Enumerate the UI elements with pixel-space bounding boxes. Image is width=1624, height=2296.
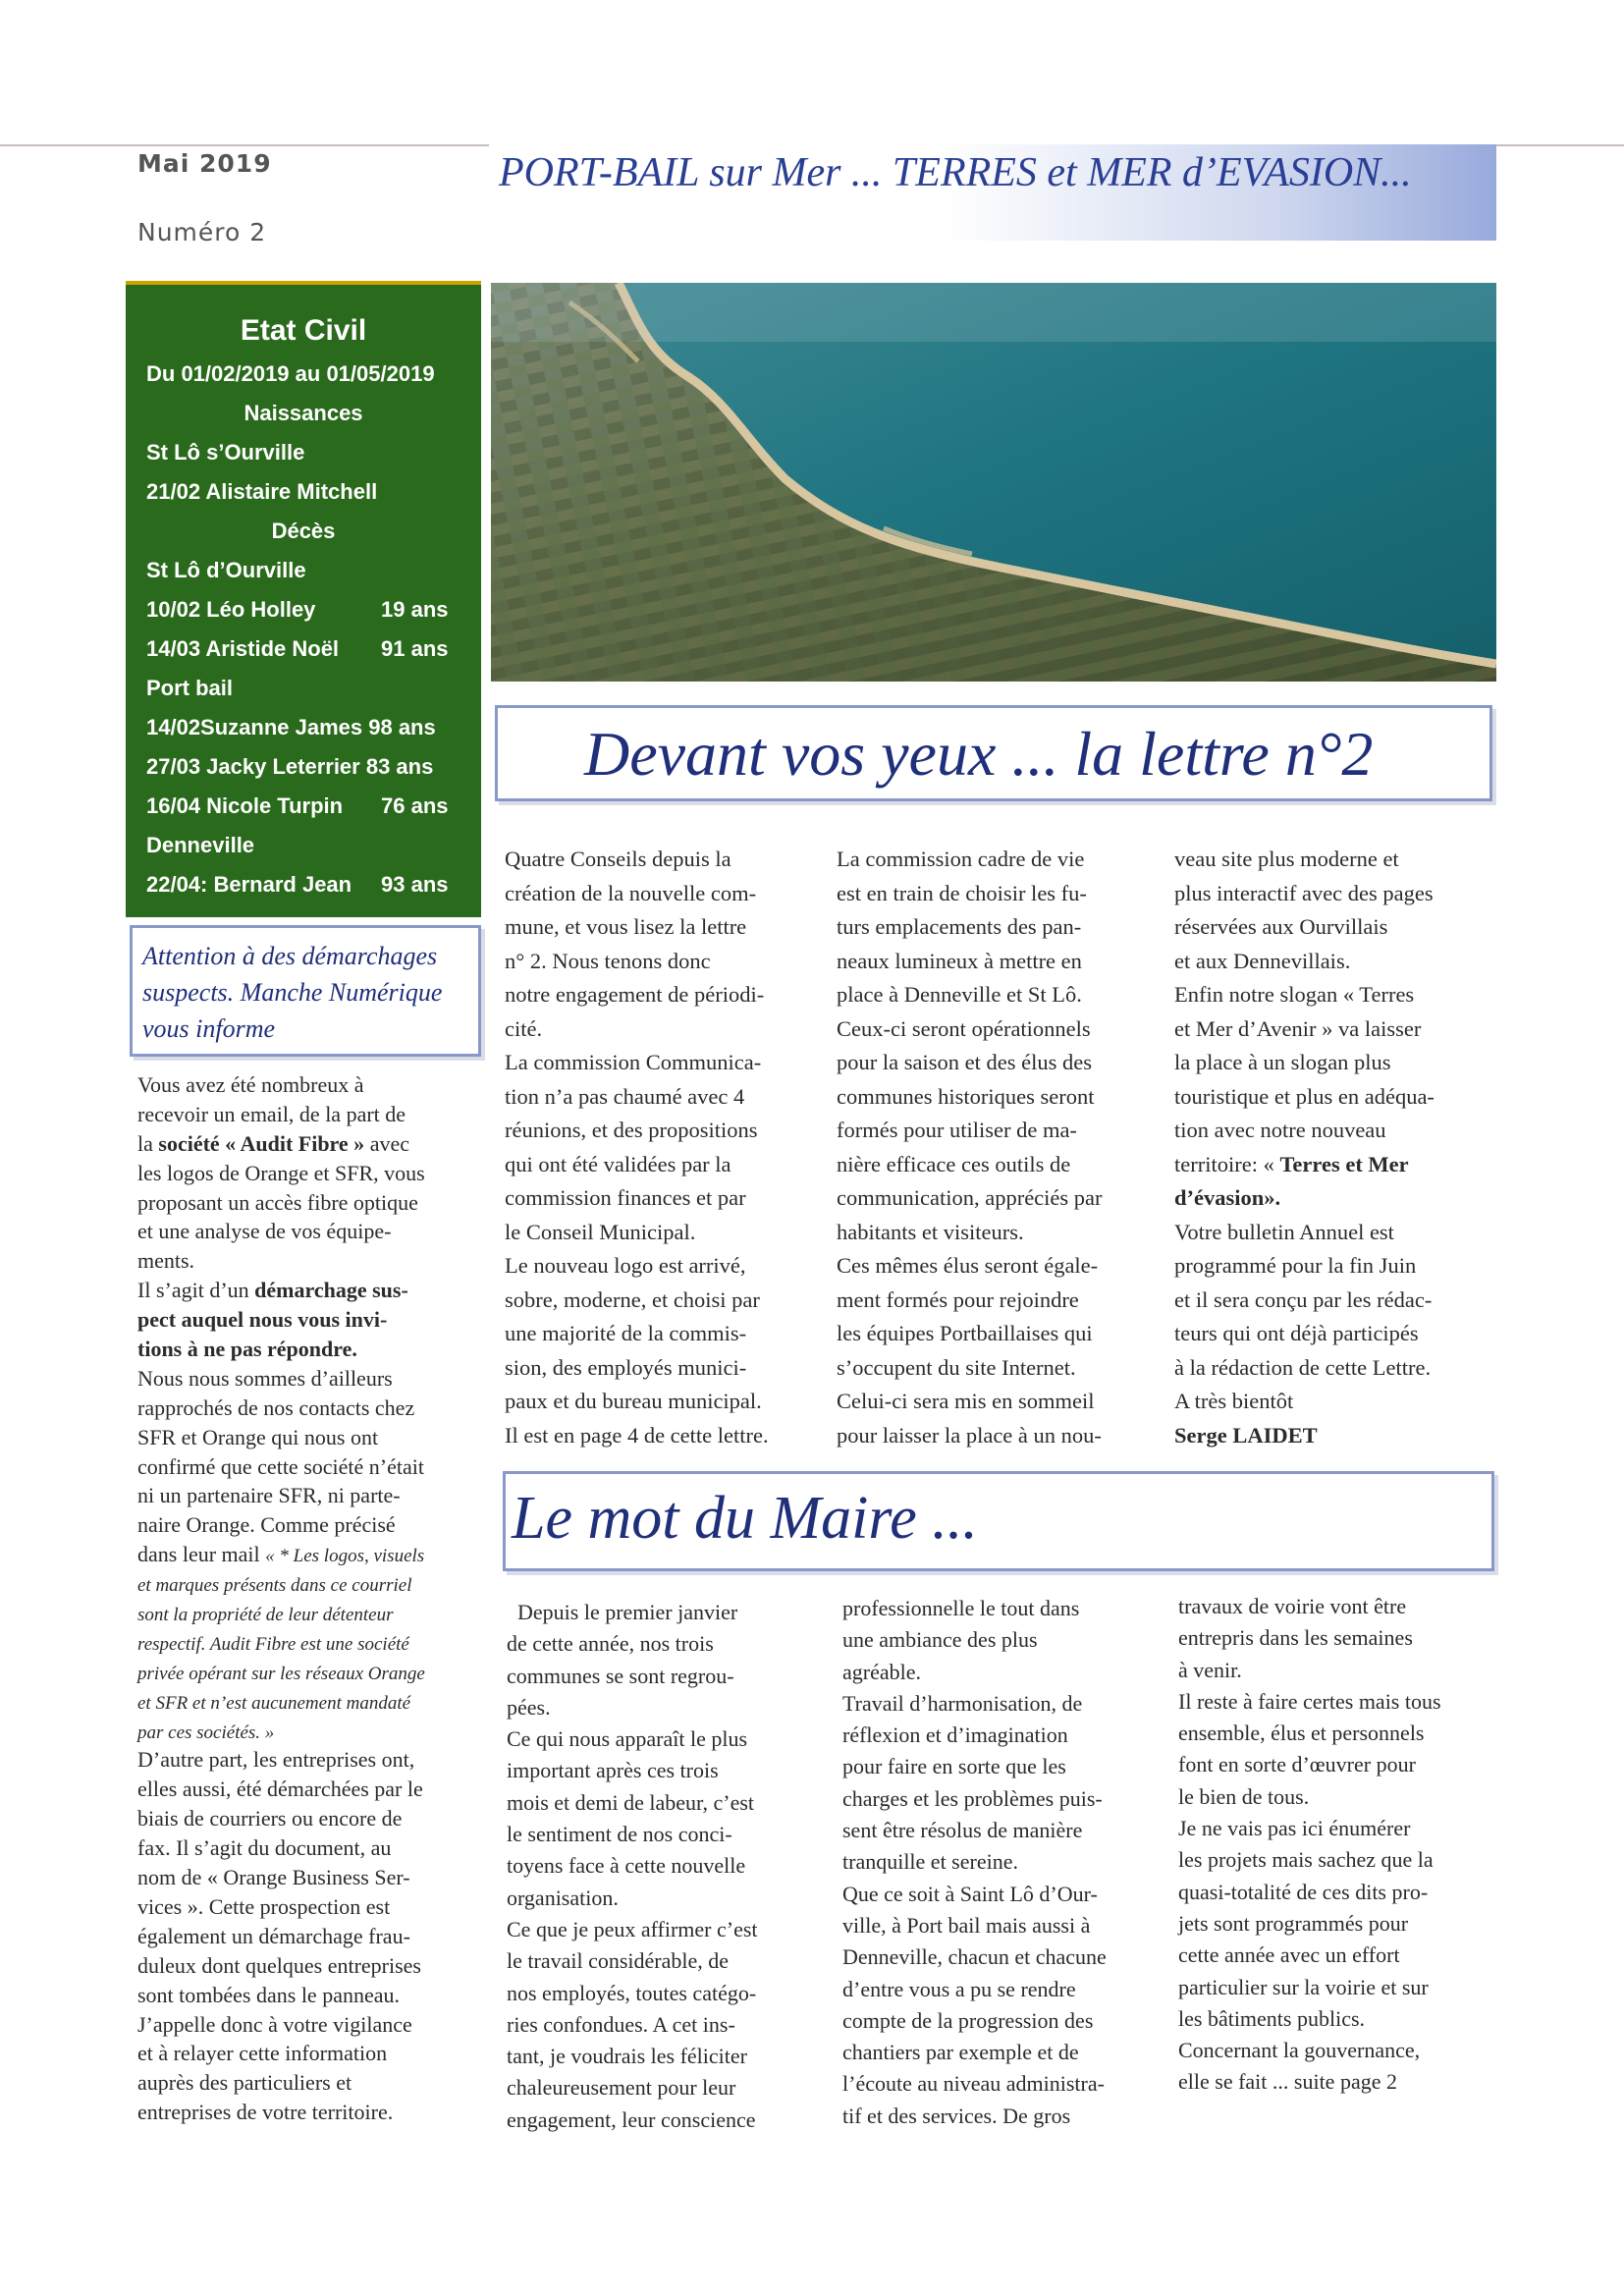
text-line: mois et demi de labeur, c’est xyxy=(507,1789,755,1815)
text-line: Denneville, chacun et chacune xyxy=(842,1944,1107,1970)
etat-civil-box xyxy=(126,281,481,917)
article2-column-2 xyxy=(842,1593,1107,2132)
text-line: Ce qui nous apparaît le plus xyxy=(507,1726,748,1752)
text-line: formés pour utiliser de ma- xyxy=(837,1118,1077,1142)
bold-span: démarchage sus- xyxy=(254,1278,408,1303)
text-line: pour laisser la place à un nou- xyxy=(837,1422,1102,1448)
newsletter-title: PORT-BAIL sur Mer ... TERRES et MER d’EVASION... xyxy=(499,150,1412,195)
text-line: Celui-ci sera mis en sommeil xyxy=(837,1389,1095,1413)
text-line: duleux dont quelques entreprises xyxy=(137,1952,421,1978)
text-line: J’appelle donc à votre vigilance xyxy=(137,2011,412,2037)
text-line: une ambiance des plus xyxy=(842,1627,1038,1653)
text-line: notre engagement de périodi- xyxy=(505,982,765,1007)
text-line: font en sorte d’œuvrer pour xyxy=(1178,1752,1416,1777)
text-line: engagement, leur conscience xyxy=(507,2106,756,2132)
deces-heading: Décès xyxy=(271,519,336,543)
text-line: Travail d’harmonisation, de xyxy=(842,1690,1083,1716)
text-line: chantiers par exemple et de xyxy=(842,2040,1079,2065)
text-line xyxy=(137,1569,425,1599)
text-line: SFR et Orange qui nous ont xyxy=(137,1424,379,1449)
text-line: commission finances et par xyxy=(505,1185,746,1210)
text-span: Il s’agit d’un xyxy=(137,1278,255,1303)
text-line: les bâtiments publics. xyxy=(1178,2005,1366,2031)
text-line: ries confondues. A cet ins- xyxy=(507,2011,735,2037)
signature: Serge LAIDET xyxy=(1174,1422,1318,1448)
text-line: touristique et plus en adéqua- xyxy=(1174,1083,1435,1109)
quote-span: par ces sociétés. » xyxy=(137,1722,275,1743)
text-line: plus interactif avec des pages xyxy=(1174,880,1434,905)
article-title-box xyxy=(495,705,1492,801)
warning-title: Attention à des démarchages suspects. Manche Numérique vous informe xyxy=(142,942,443,1043)
coastline-aerial-photo xyxy=(491,283,1496,682)
text-line: Le nouveau logo est arrivé, xyxy=(505,1253,746,1278)
text-line: professionnelle le tout dans xyxy=(842,1596,1080,1620)
etat-civil-title: Etat Civil xyxy=(240,314,367,347)
text-line: Il est en page 4 de cette lettre. xyxy=(505,1422,769,1448)
quote-span: privée opérant sur les réseaux Orange xyxy=(137,1663,425,1684)
text-line: tranquille et sereine. xyxy=(842,1849,1018,1875)
text-line: réservées aux Ourvillais xyxy=(1174,914,1388,939)
text-line: neaux lumineux à mettre en xyxy=(837,948,1082,973)
text-line: et aux Dennevillais. xyxy=(1174,948,1351,973)
text-line: La commission cadre de vie xyxy=(837,847,1085,871)
death-age: 91 ans xyxy=(381,636,449,661)
text-line: le Conseil Municipal. xyxy=(505,1219,696,1244)
text-line xyxy=(137,1305,425,1335)
text-line: organisation. xyxy=(507,1885,619,1910)
text-line xyxy=(137,1628,425,1658)
text-line xyxy=(1174,1419,1435,1453)
text-line: quasi-totalité de ces dits pro- xyxy=(1178,1879,1429,1904)
text-line: sent être résolus de manière xyxy=(842,1818,1083,1843)
text-line xyxy=(137,1687,425,1717)
death-age: 93 ans xyxy=(381,872,449,897)
etat-civil-period: Du 01/02/2019 au 01/05/2019 xyxy=(146,361,435,386)
text-line: agréable. xyxy=(842,1659,921,1684)
text-span: la xyxy=(137,1130,159,1156)
text-line: Il reste à faire certes mais tous xyxy=(1178,1688,1441,1714)
text-line: ments. xyxy=(137,1248,195,1274)
text-line: également un démarchage frau- xyxy=(137,1923,410,1948)
text-span: dans leur mail xyxy=(137,1542,266,1567)
death-entry: 10/02 Léo Holley xyxy=(146,597,316,622)
text-line xyxy=(137,1129,425,1159)
text-line: toyens face à cette nouvelle xyxy=(507,1853,746,1879)
text-line xyxy=(137,1658,425,1687)
text-line: nière efficace ces outils de xyxy=(837,1151,1071,1176)
warning-column xyxy=(137,1070,425,2127)
text-line: A très bientôt xyxy=(1174,1389,1294,1413)
text-line: pour la saison et des élus des xyxy=(837,1050,1092,1074)
text-line: Enfin notre slogan « Terres xyxy=(1174,982,1415,1007)
text-line: pour faire en sorte que les xyxy=(842,1754,1066,1779)
text-line xyxy=(137,1599,425,1628)
text-line: communes historiques seront xyxy=(837,1083,1095,1109)
text-line: et à relayer cette information xyxy=(137,2041,388,2066)
death-age: 76 ans xyxy=(381,793,449,818)
text-line: à la rédaction de cette Lettre. xyxy=(1174,1354,1432,1380)
article1-column-3 xyxy=(1174,843,1435,1452)
mayor-title: Le mot du Maire ... xyxy=(512,1485,978,1552)
bold-span: tions à ne pas répondre. xyxy=(137,1337,357,1362)
text-line: jets sont programmés pour xyxy=(1178,1910,1409,1936)
article2-column-1 xyxy=(507,1597,758,2136)
text-line: vices ». Cette prospection est xyxy=(137,1893,391,1919)
text-line: teurs qui ont déjà participés xyxy=(1174,1321,1419,1345)
text-line: Ce que je peux affirmer c’est xyxy=(507,1916,758,1941)
birth-entry: 21/02 Alistaire Mitchell xyxy=(146,479,378,504)
death-entry: 16/04 Nicole Turpin xyxy=(146,793,344,818)
text-line: qui ont été validées par la xyxy=(505,1151,731,1176)
text-line: entrepris dans les semaines xyxy=(1178,1625,1413,1651)
issue-number: Numéro 2 xyxy=(137,218,267,246)
text-line xyxy=(137,1276,425,1305)
text-line xyxy=(1174,1148,1435,1182)
quote-span: respectif. Audit Fibre est une société xyxy=(137,1633,409,1655)
death-entry: 14/03 Aristide Noël xyxy=(146,636,340,661)
text-line: rapprochés de nos contacts chez xyxy=(137,1394,415,1420)
text-line: l’écoute au niveau administra- xyxy=(842,2071,1105,2097)
text-line: réunions, et des propositions xyxy=(505,1118,758,1142)
quote-span: sont la propriété de leur détenteur xyxy=(137,1605,394,1626)
text-line: création de la nouvelle com- xyxy=(505,880,757,905)
text-span: avec xyxy=(364,1130,409,1156)
text-line: charges et les problèmes puis- xyxy=(842,1785,1103,1811)
text-line: ville, à Port bail mais aussi à xyxy=(842,1912,1091,1938)
death-age: 19 ans xyxy=(381,597,449,622)
article-title: Devant vos yeux ... la lettre n°2 xyxy=(584,719,1374,789)
text-line: naire Orange. Comme précisé xyxy=(137,1512,396,1538)
text-line: la place à un slogan plus xyxy=(1174,1050,1391,1074)
text-line: veau site plus moderne et xyxy=(1174,847,1399,871)
place-heading: St Lô d’Ourville xyxy=(146,558,306,582)
text-line: Je ne vais pas ici énumérer xyxy=(1178,1816,1411,1841)
bold-span: pect auquel nous vous invi- xyxy=(137,1307,388,1333)
text-line: Ces mêmes élus seront égale- xyxy=(837,1253,1099,1278)
text-line: les projets mais sachez que la xyxy=(1178,1847,1434,1873)
article1-column-1 xyxy=(505,843,769,1452)
text-line: Nous nous sommes d’ailleurs xyxy=(137,1365,393,1391)
text-line: compte de la progression des xyxy=(842,2007,1094,2033)
text-line: nos employés, toutes catégo- xyxy=(507,1980,757,2005)
text-line: de cette année, nos trois xyxy=(507,1631,714,1657)
text-line: Concernant la gouvernance, xyxy=(1178,2038,1421,2063)
text-line: et une analyse de vos équipe- xyxy=(137,1219,392,1244)
text-line: et il sera conçu par les rédac- xyxy=(1174,1286,1433,1312)
text-line: ensemble, élus et personnels xyxy=(1178,1721,1425,1746)
text-line: communes se sont regrou- xyxy=(507,1663,734,1688)
text-line: et Mer d’Avenir » va laisser xyxy=(1174,1015,1422,1041)
text-line: Depuis le premier janvier xyxy=(507,1600,738,1624)
text-line: paux et du bureau municipal. xyxy=(505,1389,762,1413)
slogan-bold: d’évasion». xyxy=(1174,1185,1281,1210)
text-line: elles aussi, été démarchées par le xyxy=(137,1777,423,1802)
text-line: le bien de tous. xyxy=(1178,1783,1310,1809)
text-line: est en train de choisir les fu- xyxy=(837,880,1087,905)
text-line: cette année avec un effort xyxy=(1178,1942,1400,1968)
text-line: Que ce soit à Saint Lô d’Our- xyxy=(842,1881,1098,1906)
text-line: sont tombées dans le panneau. xyxy=(137,1982,400,2007)
death-entry: 27/03 Jacky Leterrier 83 ans xyxy=(146,754,434,779)
text-line: Ceux-ci seront opérationnels xyxy=(837,1015,1091,1041)
text-line: tif et des services. De gros xyxy=(842,2103,1071,2128)
death-entry: 22/04: Bernard Jean xyxy=(146,872,352,897)
text-line: les équipes Portbaillaises qui xyxy=(837,1321,1093,1345)
text-line xyxy=(1174,1181,1435,1216)
company-name: société « Audit Fibre » xyxy=(158,1130,365,1156)
text-line: les logos de Orange et SFR, vous xyxy=(137,1160,425,1185)
text-line: travaux de voirie vont être xyxy=(1178,1594,1407,1618)
text-line: La commission Communica- xyxy=(505,1050,762,1074)
text-line: Votre bulletin Annuel est xyxy=(1174,1219,1394,1244)
text-line: Quatre Conseils depuis la xyxy=(505,847,731,871)
text-line: particulier sur la voirie et sur xyxy=(1178,1974,1429,1999)
text-span: territoire: « xyxy=(1174,1151,1280,1176)
text-line: communication, appréciés par xyxy=(837,1185,1103,1210)
text-line: ment formés pour rejoindre xyxy=(837,1286,1079,1312)
text-line: ni un partenaire SFR, ni parte- xyxy=(137,1483,401,1508)
text-line: le travail considérable, de xyxy=(507,1948,730,1974)
text-line: proposant un accès fibre optique xyxy=(137,1189,418,1215)
text-line: nom de « Orange Business Ser- xyxy=(137,1865,410,1890)
text-line: réflexion et d’imagination xyxy=(842,1722,1068,1748)
text-line: biais de courriers ou encore de xyxy=(137,1806,403,1831)
text-line: le sentiment de nos conci- xyxy=(507,1822,732,1847)
quote-span: et marques présents dans ce courriel xyxy=(137,1575,412,1597)
text-line: tion n’a pas chaumé avec 4 xyxy=(505,1083,745,1109)
text-line: n° 2. Nous tenons donc xyxy=(505,948,711,973)
text-line: d’entre vous a pu se rendre xyxy=(842,1976,1076,2001)
text-line: tion avec notre nouveau xyxy=(1174,1118,1386,1142)
text-line: mune, et vous lisez la lettre xyxy=(505,914,747,939)
death-entry: 14/02Suzanne James 98 ans xyxy=(146,715,436,739)
text-line: une majorité de la commis- xyxy=(505,1321,747,1345)
text-line: pées. xyxy=(507,1694,551,1720)
place-heading: Denneville xyxy=(146,833,255,857)
text-line: sobre, moderne, et choisi par xyxy=(505,1286,760,1312)
article1-column-2 xyxy=(837,843,1103,1452)
text-line: entreprises de votre territoire. xyxy=(137,2100,394,2125)
text-line: fax. Il s’agit du document, au xyxy=(137,1835,392,1861)
text-line: turs emplacements des pan- xyxy=(837,914,1082,939)
text-line: elle se fait ... suite page 2 xyxy=(1178,2069,1397,2095)
naissances-heading: Naissances xyxy=(244,401,363,425)
text-line: place à Denneville et St Lô. xyxy=(837,982,1082,1007)
text-line: recevoir un email, de la part de xyxy=(137,1101,406,1126)
mayor-title-box xyxy=(503,1471,1494,1571)
warning-title-box xyxy=(130,925,481,1057)
text-line: à venir. xyxy=(1178,1657,1242,1682)
place-heading: Port bail xyxy=(146,676,234,700)
issue-date: Mai 2019 xyxy=(137,149,272,178)
text-line xyxy=(137,1540,425,1569)
text-line: chaleureusement pour leur xyxy=(507,2075,736,2101)
article2-column-3 xyxy=(1178,1591,1441,2099)
text-line: D’autre part, les entreprises ont, xyxy=(137,1747,415,1773)
quote-span: « * Les logos, visuels xyxy=(265,1546,425,1567)
text-line: s’occupent du site Internet. xyxy=(837,1354,1076,1380)
text-line: habitants et visiteurs. xyxy=(837,1219,1024,1244)
text-line: programmé pour la fin Juin xyxy=(1174,1253,1417,1278)
text-line: confirmé que cette société n’était xyxy=(137,1453,424,1479)
text-line: cité. xyxy=(505,1015,543,1041)
text-line: important après ces trois xyxy=(507,1758,719,1783)
slogan-bold: Terres et Mer xyxy=(1279,1151,1409,1176)
text-line xyxy=(137,1335,425,1364)
text-line xyxy=(137,1717,425,1746)
place-heading: St Lô s’Ourville xyxy=(146,440,305,465)
text-line: Vous avez été nombreux à xyxy=(137,1072,364,1097)
text-line: tant, je voudrais les féliciter xyxy=(507,2044,747,2069)
text-line: auprès des particuliers et xyxy=(137,2070,352,2096)
quote-span: et SFR et n’est aucunement mandaté xyxy=(137,1692,411,1714)
text-line: sion, des employés munici- xyxy=(505,1354,747,1380)
